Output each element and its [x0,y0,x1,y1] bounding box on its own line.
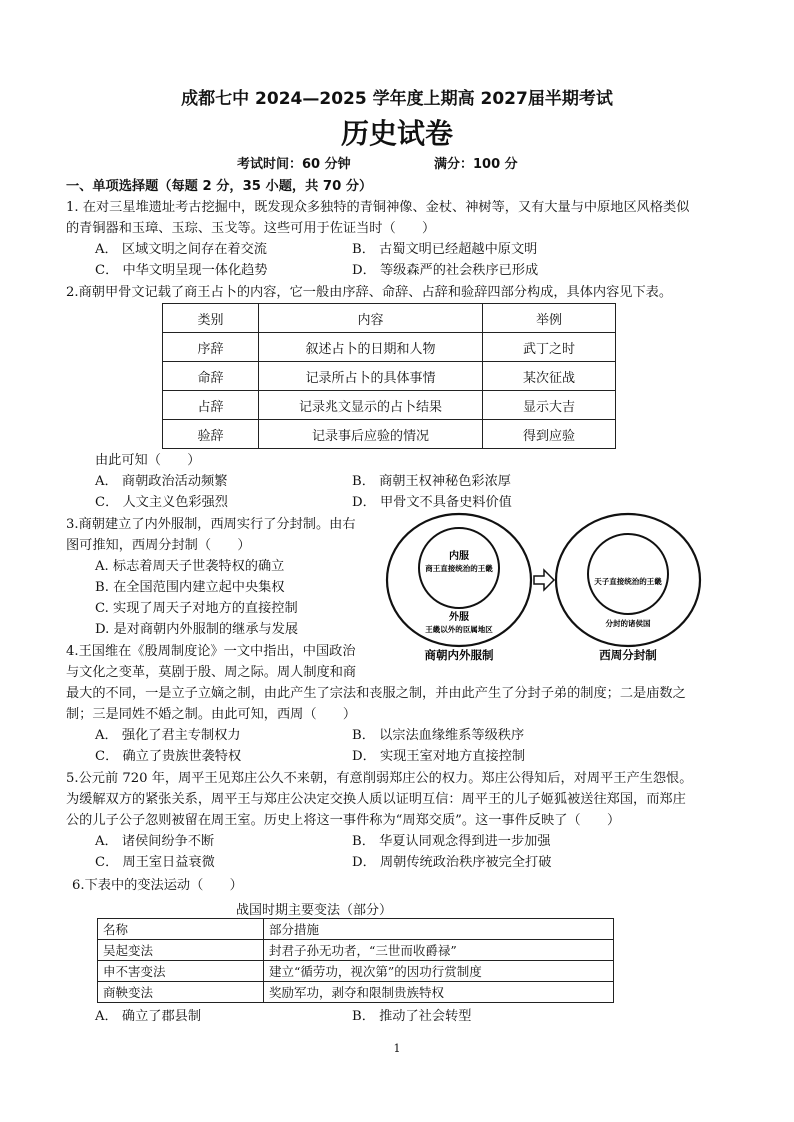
q4-option-d: D． 实现王室对地方直接控制 [352,749,526,764]
q4-line1: 4.王国维在《殷周制度论》一文中指出，中国政治 [66,644,356,659]
table-row [163,420,616,449]
q4-option-b: B． 以宗法血缘维系等级秩序 [352,728,525,743]
q1-option-a: A． 区域文明之间存在着交流 [95,242,267,257]
table-row [98,961,614,982]
table-cell: 武丁之时 [483,333,616,362]
q4-line2: 与文化之变革，莫剧于殷、周之际。周人制度和商 [66,665,357,680]
section-heading: 一、单项选择题（每题 2 分，35 小题，共 70 分） [66,179,373,194]
q3-option-d: D. 是对商朝内外服制的继承与发展 [95,622,299,637]
table-cell: 叙述占卜的日期和人物 [259,333,483,362]
table-cell: 某次征战 [483,362,616,391]
inner-circle-zhou [588,534,668,614]
table-cell: 建立“循劳功，视次第”的因功行赏制度 [264,961,614,982]
q5-option-c: C． 周王室日益衰微 [95,855,215,870]
table-header-cell: 部分措施 [264,919,614,940]
q5-line1: 5.公元前 720 年，周平王见郑庄公久不来朝，有意削弱郑庄公的权力。郑庄公得知后，对周平王产生怨恨。 [66,771,693,786]
q2-stem: 2.商朝甲骨文记载了商王占卜的内容，它一般由序辞、命辞、占辞和验辞四部分构成，具体内容见下表。 [66,285,673,300]
table-cell: 记录事后应验的情况 [259,420,483,449]
q6-option-b: B． 推动了社会转型 [352,1009,472,1024]
q2-after-text: 由此可知（ ） [95,453,201,468]
q3-stem-line2: 图可推知，西周分封制（ ） [66,538,251,553]
arrow-icon [534,570,554,590]
table-header-cell: 举例 [483,304,616,333]
q3-diagram [380,512,730,667]
q6-table [97,918,614,1003]
table-header-row [163,304,616,333]
q2-table [162,303,616,449]
q6-option-a: A． 确立了郡县制 [95,1009,202,1024]
q1-stem-line1: 1. 在对三星堆遗址考古挖掘中，既发现众多独特的青铜神像、金杖、神树等，又有大量与中原地区风格类似 [66,200,690,215]
outer-text-shang: 王畿以外的臣属地区 [425,625,493,634]
table-cell: 记录所占卜的具体事情 [259,362,483,391]
q1-stem-line2: 的青铜器和玉璋、玉琮、玉戈等。这些可用于佐证当时（ ） [66,221,436,236]
table-cell: 验辞 [163,420,259,449]
caption-zhou: 西周分封制 [599,648,657,662]
table-cell: 吴起变法 [98,940,264,961]
q6-table-caption: 战国时期主要变法（部分） [236,903,393,918]
q5-option-a: A． 诸侯间纷争不断 [95,834,215,849]
exam-time: 考试时间：60 分钟 [237,157,351,172]
table-cell: 序辞 [163,333,259,362]
q4-option-a: A． 强化了君主专制权力 [95,728,241,743]
q2-option-b: B． 商朝王权神秘色彩浓厚 [352,474,511,489]
q1-option-d: D． 等级森严的社会秩序已形成 [352,263,539,278]
subject-title: 历史试卷 [340,117,453,150]
outer-text-zhou: 分封的诸侯国 [605,619,651,628]
table-row [163,362,616,391]
table-cell: 记录兆文显示的占卜结果 [259,391,483,420]
table-cell: 奖励军功，剥夺和限制贵族特权 [264,982,614,1003]
table-header-cell: 类别 [163,304,259,333]
caption-shang: 商朝内外服制 [424,648,494,662]
inner-title-shang: 内服 [449,551,469,562]
table-header-row [98,919,614,940]
q5-option-d: D． 周朝传统政治秩序被完全打破 [352,855,552,870]
q4-option-c: C． 确立了贵族世袭特权 [95,749,242,764]
q5-line3: 公的儿子公子忽则被留在周王室。历史上将这一事件称为“周郑交质”。这一事件反映了（ ） [66,813,621,828]
q2-option-d: D． 甲骨文不具备史料价值 [352,495,512,510]
table-cell: 命辞 [163,362,259,391]
table-cell: 封君子孙无功者，“三世而收爵禄” [264,940,614,961]
table-row [98,940,614,961]
table-header-cell: 内容 [259,304,483,333]
exam-title: 成都七中 2024—2025 学年度上期高 2027届半期考试 [181,89,613,109]
q3-stem-line1: 3.商朝建立了内外服制，西周实行了分封制。由右 [66,517,356,532]
q6-stem: 6.下表中的变法运动（ ） [72,878,243,893]
table-row [163,391,616,420]
table-row [163,333,616,362]
inner-text-shang: 商王直接统治的王畿 [425,564,493,573]
q3-option-b: B. 在全国范围内建立起中央集权 [95,580,285,595]
inner-text-zhou: 天子直接统治的王畿 [594,577,662,586]
q1-option-c: C． 中华文明呈现一体化趋势 [95,263,268,278]
table-cell: 申不害变法 [98,961,264,982]
table-row [98,982,614,1003]
q3-option-c: C. 实现了周天子对地方的直接控制 [95,601,298,616]
q5-option-b: B． 华夏认同观念得到进一步加强 [352,834,551,849]
table-cell: 显示大吉 [483,391,616,420]
q3-option-a: A. 标志着周天子世袭特权的确立 [95,559,285,574]
q4-line4: 制；三是同姓不婚之制。由此可知，西周（ ） [66,707,357,722]
table-cell: 占辞 [163,391,259,420]
q1-option-b: B． 古蜀文明已经超越中原文明 [352,242,538,257]
table-cell: 得到应验 [483,420,616,449]
outer-title-shang: 外服 [449,612,469,623]
q2-option-c: C． 人文主义色彩强烈 [95,495,228,510]
q4-line3: 最大的不同，一是立子立嫡之制，由此产生了宗法和丧服之制，并由此产生了分封子弟的制度；二是庙数之 [66,686,686,701]
q2-option-a: A． 商朝政治活动频繁 [95,474,228,489]
q5-line2: 为缓解双方的紧张关系，周平王与郑庄公决定交换人质以证明互信：周平王的儿子姬狐被送往郑国，而郑庄 [66,792,686,807]
page-number: 1 [393,1042,401,1055]
table-cell: 商鞅变法 [98,982,264,1003]
full-score: 满分：100 分 [434,157,518,172]
table-header-cell: 名称 [98,919,264,940]
